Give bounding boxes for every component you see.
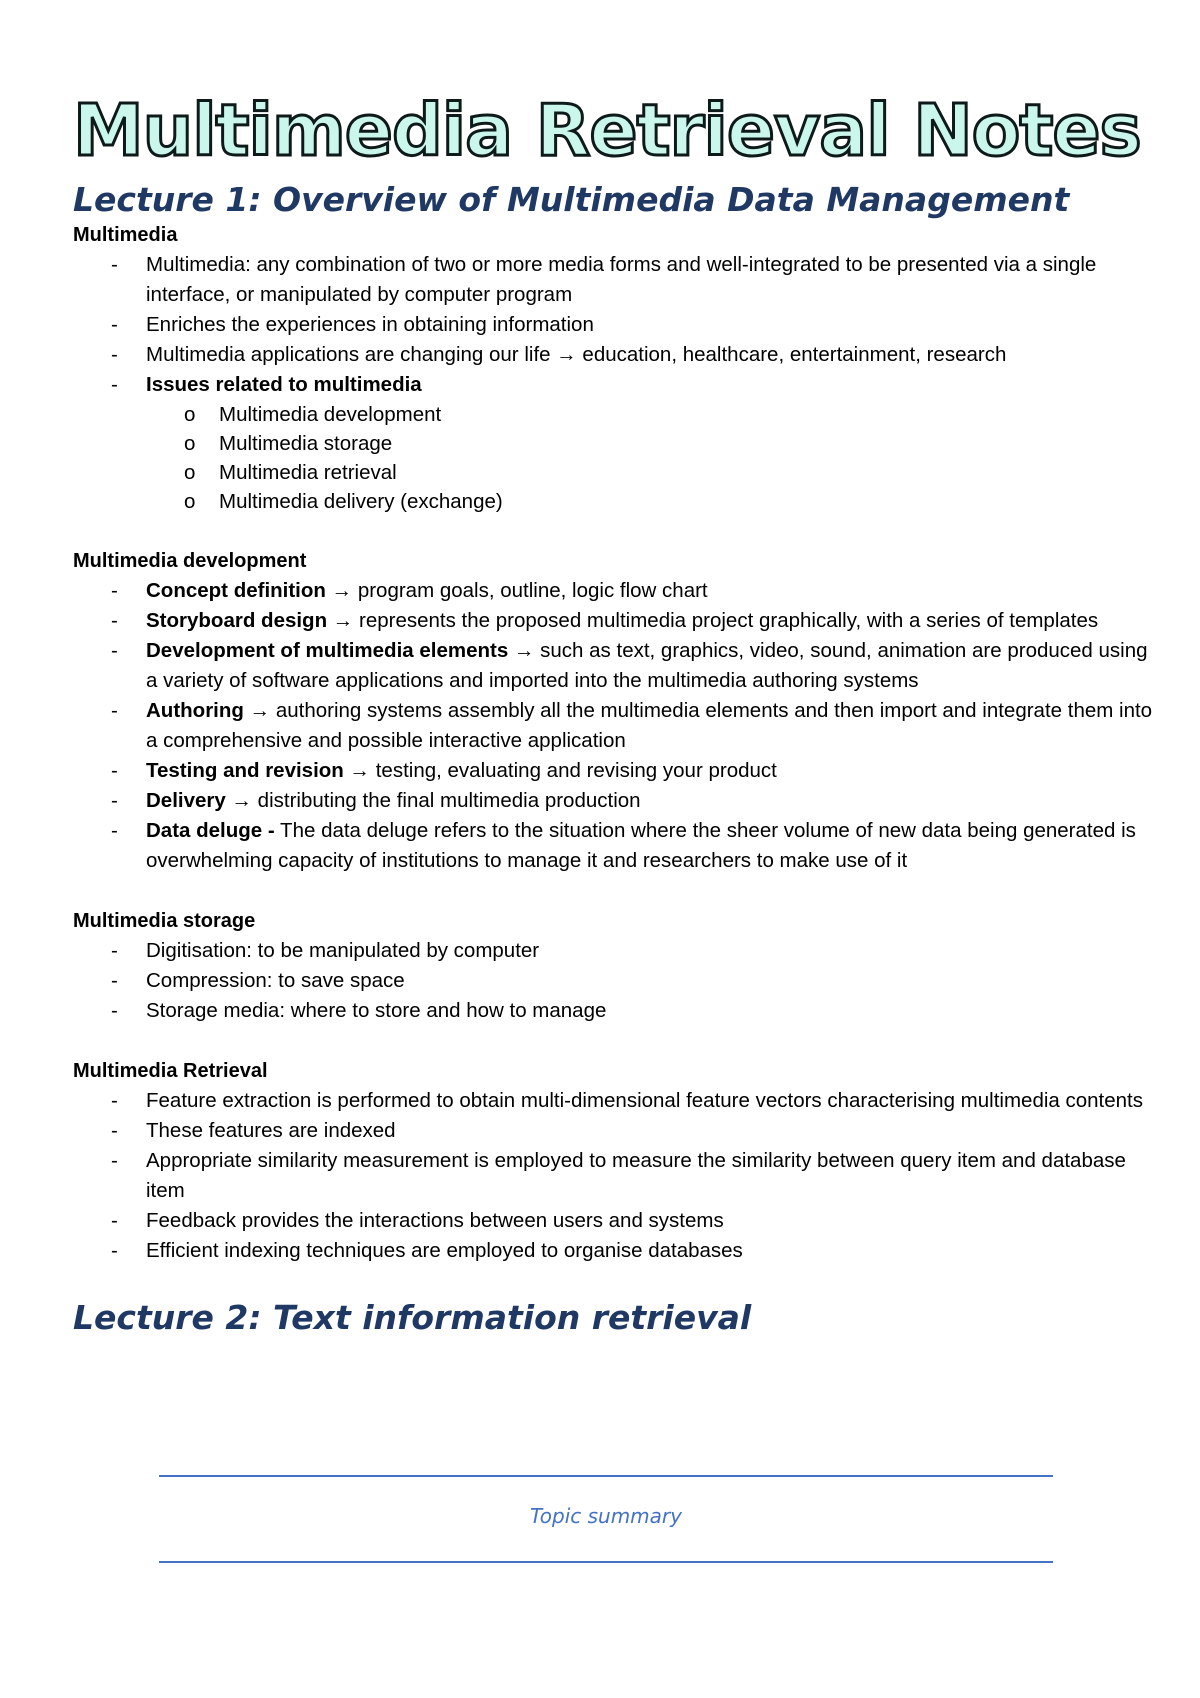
section-heading-development: Multimedia development: [73, 550, 307, 572]
list-item: [73, 576, 1153, 606]
item-term: Authoring →: [146, 699, 271, 722]
list-item: [73, 636, 1153, 696]
lecture-1-heading: Lecture 1: Overview of Multimedia Data Management: [73, 180, 1070, 219]
list-item: - Multimedia: any combination of two or more media forms and well-integrated to be presented via a single interface, or manipulated by computer program: [73, 250, 1153, 310]
list-item: [73, 816, 1153, 876]
list-item: - Feature extraction is performed to obtain multi-dimensional feature vectors characterising multimedia contents: [73, 1086, 1153, 1116]
item-term: Delivery →: [146, 789, 252, 812]
divider-top: [159, 1475, 1053, 1477]
document-content: [73, 88, 1153, 1338]
list-item: - Efficient indexing techniques are employed to organise databases: [73, 1236, 1153, 1266]
item-text: such as text, graphics, video, sound, animation are produced using a variety of software applications and imported into the multimedia authoring systems: [146, 639, 1148, 692]
list-item: [73, 756, 1153, 786]
storage-list: [73, 936, 1153, 1026]
sub-list-item: o Multimedia storage: [146, 429, 1153, 458]
retrieval-list: [73, 1086, 1153, 1266]
list-item: [73, 696, 1153, 756]
list-item-issues: [73, 370, 1153, 516]
list-item: - Feedback provides the interactions between users and systems: [73, 1206, 1153, 1236]
section-heading-storage: Multimedia storage: [73, 910, 256, 932]
section-heading-retrieval: Multimedia Retrieval: [73, 1060, 268, 1082]
multimedia-list: [73, 250, 1153, 516]
item-text: authoring systems assembly all the multimedia elements and then import and integrate them into a comprehensive and possible interactive application: [146, 699, 1153, 752]
document-title: Multimedia Retrieval Notes: [73, 89, 1141, 172]
list-item: - Enriches the experiences in obtaining information: [73, 310, 1153, 340]
development-list: [73, 576, 1153, 876]
item-term: Concept definition →: [146, 579, 353, 602]
topic-summary-label: Topic summary: [530, 1504, 682, 1528]
item-text: represents the proposed multimedia project graphically, with a series of templates: [353, 609, 1099, 632]
list-item: - Storage media: where to store and how to manage: [73, 996, 1153, 1026]
item-term: Data deluge -: [146, 819, 275, 842]
item-text: program goals, outline, logic flow chart: [352, 579, 708, 602]
lecture-2-heading: Lecture 2: Text information retrieval: [73, 1298, 752, 1337]
list-item: [73, 606, 1153, 636]
item-text: testing, evaluating and revising your product: [370, 759, 777, 782]
section-heading-multimedia: Multimedia: [73, 224, 178, 246]
sub-list-item: o Multimedia delivery (exchange): [146, 487, 1153, 516]
list-item: - Compression: to save space: [73, 966, 1153, 996]
item-term: Storyboard design →: [146, 609, 354, 632]
list-item: - Appropriate similarity measurement is employed to measure the similarity between query item and database item: [73, 1146, 1153, 1206]
issues-heading: Issues related to multimedia: [146, 373, 422, 396]
list-item: - These features are indexed: [73, 1116, 1153, 1146]
issues-sublist: [146, 400, 1153, 516]
list-item: [73, 786, 1153, 816]
sub-list-item: o Multimedia development: [146, 400, 1153, 429]
divider-bottom: [159, 1561, 1053, 1563]
list-item: - Multimedia applications are changing our life → education, healthcare, entertainment, research: [73, 340, 1153, 370]
item-term: Development of multimedia elements →: [146, 639, 535, 662]
item-text: distributing the final multimedia production: [251, 789, 641, 812]
sub-list-item: o Multimedia retrieval: [146, 458, 1153, 487]
list-item: - Digitisation: to be manipulated by computer: [73, 936, 1153, 966]
item-term: Testing and revision →: [146, 759, 371, 782]
topic-summary-box: [159, 1475, 1053, 1563]
item-text: The data deluge refers to the situation where the sheer volume of new data being generated is overwhelming capacity of institutions to manage it and researchers to make use of it: [146, 819, 1136, 872]
